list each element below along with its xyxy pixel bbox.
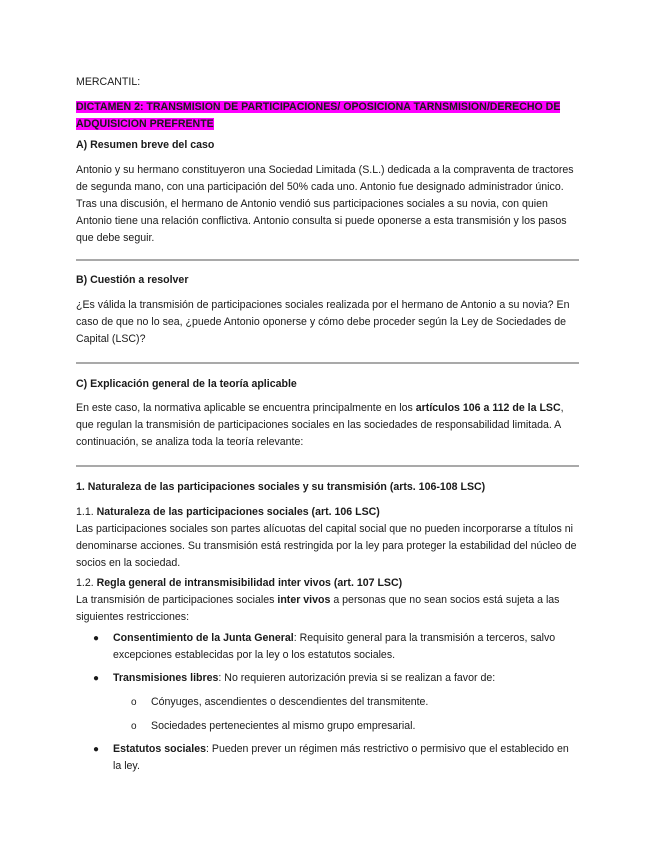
bullet-3-bold: Estatutos sociales xyxy=(113,743,207,755)
subsection-1-1-body: Las participaciones sociales son partes alícuotas del capital social que no pueden incorporarse a títulos ni denominarse acciones. Su transmisión está restringida por la ley para proteger la estabilidad del núcleo de socios en la sociedad. xyxy=(76,523,577,569)
list-item xyxy=(76,670,579,687)
hollow-bullet-icon: o xyxy=(131,721,137,732)
subsection-1-2-num: 1.2. xyxy=(76,577,97,589)
bullet-item-1 xyxy=(76,630,579,664)
section-b xyxy=(76,274,579,286)
divider-1 xyxy=(76,259,579,261)
sub-bullet-item-2 xyxy=(76,718,579,735)
document-label: MERCANTIL: xyxy=(76,76,141,88)
subsection-1-2-body-post: a personas que no sean socios está sujeta a las siguientes restricciones: xyxy=(76,594,560,623)
subsection-1-1-heading xyxy=(76,504,579,521)
bullet-icon: ● xyxy=(93,673,100,684)
section-1-heading: 1. Naturaleza de las participaciones sociales y su transmisión (arts. 106-108 LSC) xyxy=(76,481,486,493)
bullet-icon: ● xyxy=(93,744,100,755)
section-a xyxy=(76,139,579,151)
bullet-1-bold: Consentimiento de la Junta General xyxy=(113,632,294,644)
section-c-body xyxy=(76,400,579,451)
subsection-1-2-body-bold: inter vivos xyxy=(277,594,331,606)
document-title xyxy=(76,99,579,133)
divider-2 xyxy=(76,362,579,364)
subsection-1-1-num: 1.1. xyxy=(76,506,97,518)
bullet-2-text: : No requieren autorización previa si se realizan a favor de: xyxy=(218,672,496,684)
section-c xyxy=(76,378,579,390)
section-c-body-pre: En este caso, la normativa aplicable se encuentra principalmente en los xyxy=(76,402,416,414)
subsection-1-1 xyxy=(76,504,579,572)
section-a-body: Antonio y su hermano constituyeron una Sociedad Limitada (S.L.) dedicada a la compraventa de tractores de segunda mano, con una participación del 50% cada uno. Antonio fue designado administrador único. Tras una discusión, el hermano de Antonio vendió sus participaciones sociales a su novia, con quien Antonio tiene una relación conflictiva. Antonio consulta si puede oponerse a esta transmisión y los pasos que debe seguir. xyxy=(76,164,574,244)
list-item xyxy=(76,630,579,664)
sub-bullet-item-1 xyxy=(76,694,579,711)
section-c-body-wrap xyxy=(76,400,579,451)
section-a-heading: A) Resumen breve del caso xyxy=(76,139,215,151)
section-1 xyxy=(76,481,579,493)
subsection-1-2-body xyxy=(76,592,579,626)
section-c-body-bold: artículos 106 a 112 de la LSC xyxy=(415,402,561,414)
bullet-item-3 xyxy=(76,741,579,775)
section-c-heading: C) Explicación general de la teoría aplicable xyxy=(76,378,297,390)
subsection-1-2-heading xyxy=(76,575,579,592)
subsection-1-1-title: Naturaleza de las participaciones sociales (art. 106 LSC) xyxy=(96,506,380,518)
sub-bullet-1-text: Cónyuges, ascendientes o descendientes del transmitente. xyxy=(151,696,429,708)
bullet-2-bold: Transmisiones libres xyxy=(113,672,219,684)
section-c-body-post: , que regulan la transmisión de participaciones sociales en las sociedades de responsabilidad limitada. A continuación, se analiza toda la teoría relevante: xyxy=(76,402,564,448)
title-highlight: DICTAMEN 2: TRANSMISION DE PARTICIPACIONES/ OPOSICIONA TARNSMISION/DERECHO DE ADQUISICION PREFRENTE xyxy=(76,101,561,130)
list-item xyxy=(76,741,579,775)
hollow-bullet-icon: o xyxy=(131,697,137,708)
subsection-1-2-body-pre: La transmisión de participaciones sociales xyxy=(76,594,278,606)
list-item xyxy=(76,694,579,711)
section-a-body-wrap xyxy=(76,162,579,247)
section-b-body: ¿Es válida la transmisión de participaciones sociales realizada por el hermano de Antonio a su novia? En caso de que no lo sea, ¿puede Antonio oponerse y cómo debe proceder según la Ley de Sociedades de Capital (LSC)? xyxy=(76,299,570,345)
subsection-1-2 xyxy=(76,575,579,626)
section-b-heading: B) Cuestión a resolver xyxy=(76,274,189,286)
bullet-1-text: : Requisito general para la transmisión a terceros, salvo excepciones establecidas por la ley o los estatutos sociales. xyxy=(113,632,556,661)
sub-bullet-2-text: Sociedades pertenecientes al mismo grupo empresarial. xyxy=(151,720,416,732)
bullet-item-2 xyxy=(76,670,579,687)
bullet-3-text: : Pueden prever un régimen más restrictivo o permisivo que el establecido en la ley. xyxy=(113,743,569,772)
subsection-1-2-title: Regla general de intransmisibilidad inter vivos (art. 107 LSC) xyxy=(96,577,403,589)
section-b-body-wrap xyxy=(76,297,579,348)
list-item xyxy=(76,718,579,735)
bullet-icon: ● xyxy=(93,633,100,644)
divider-3 xyxy=(76,465,579,467)
